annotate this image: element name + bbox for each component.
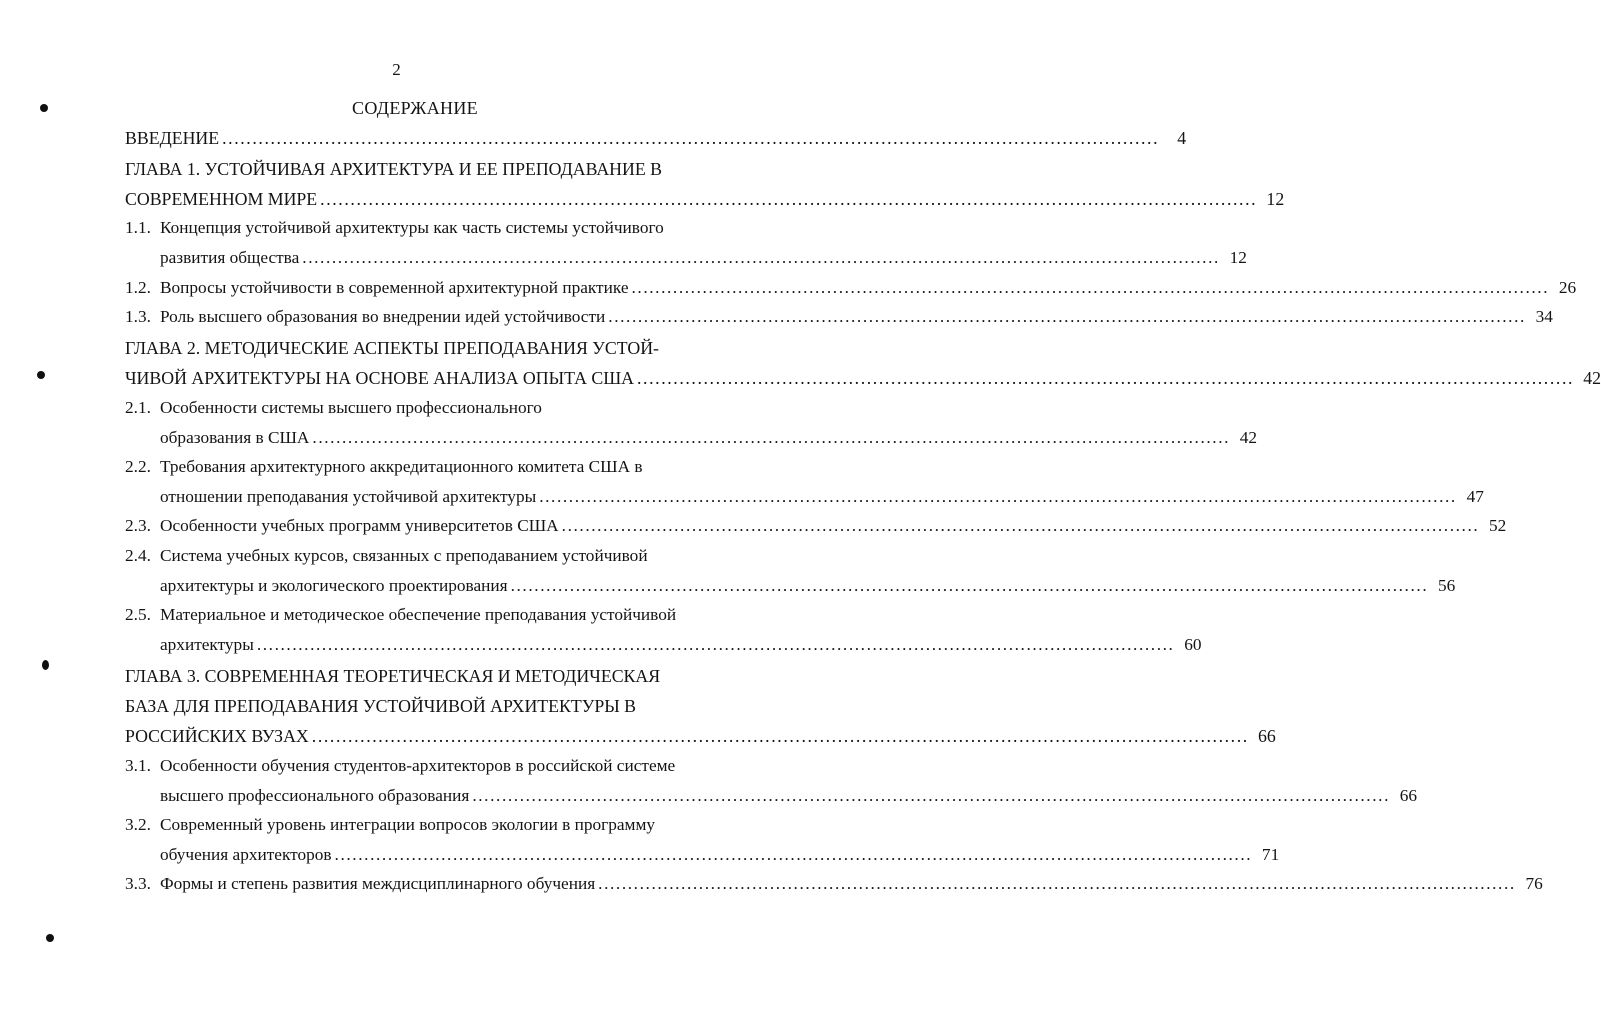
dot-leader [257,631,1175,659]
entry-title: высшего профессионального образования [160,786,470,805]
dot-leader [539,483,1457,511]
entry-title: Современный уровень интеграции вопросов экологии в программу [160,815,656,834]
toc-section-2-4-line1 [125,542,705,570]
scan-speck [46,934,54,942]
entry-page: 42 [1239,428,1258,447]
toc-section-3-1-line2 [160,782,1417,810]
section-number: 1.3. [125,307,151,326]
entry-title: СОВРЕМЕННОМ МИРЕ [125,189,318,209]
toc-section-2-1-line1 [125,394,705,422]
scan-speck [40,104,48,112]
entry-title: архитектуры и экологического проектирования [160,576,508,595]
entry-page: 56 [1437,576,1456,595]
section-number: 3.2. [125,815,151,834]
toc-title: СОДЕРЖАНИЕ [352,98,478,118]
toc-section-2-5-line2 [160,631,1202,659]
entry-title: архитектуры [160,635,254,654]
entry-title: ЧИВОЙ АРХИТЕКТУРЫ НА ОСНОВЕ АНАЛИЗА ОПЫТА США [125,368,635,388]
dot-leader [631,274,1549,302]
toc-section-2-3 [125,512,1507,540]
entry-title: Материальное и методическое обеспечение преподавания устойчивой [160,605,677,624]
toc-section-3-2-line1 [125,811,705,839]
toc-section-2-1-line2 [160,424,1258,452]
entry-page: 47 [1466,487,1484,506]
dot-leader [222,124,1159,152]
toc-section-1-2 [125,274,1577,302]
section-number: 2.1. [125,398,151,417]
entry-title: РОССИЙСКИХ ВУЗАХ [125,726,309,746]
dot-leader [608,303,1526,331]
dot-leader [312,424,1230,452]
entry-title: Особенности обучения студентов-архитекторов в российской системе [160,756,676,775]
dot-leader [335,841,1253,869]
entry-title: Особенности учебных программ университетов США [160,516,559,535]
entry-title: ГЛАВА 2. МЕТОДИЧЕСКИЕ АСПЕКТЫ ПРЕПОДАВАНИЯ УСТОЙ- [125,338,659,358]
section-number: 3.3. [125,874,151,893]
entry-page: 66 [1258,726,1276,746]
entry-title: ГЛАВА 3. СОВРЕМЕННАЯ ТЕОРЕТИЧЕСКАЯ И МЕТОДИЧЕСКАЯ [125,666,661,686]
toc-chapter-3-line1 [125,662,725,690]
toc-chapter-1-line2 [125,185,1285,213]
dot-leader [511,572,1429,600]
dot-leader [472,782,1390,810]
entry-title: Система учебных курсов, связанных с преподаванием устойчивой [160,546,648,565]
section-number: 2.5. [125,605,151,624]
dot-leader [598,870,1516,898]
entry-title: Требования архитектурного аккредитационного комитета США в [160,457,643,476]
section-number: 1.2. [125,278,151,297]
entry-page: 76 [1525,874,1543,893]
entry-page: 52 [1489,516,1507,535]
scan-speck [37,371,45,379]
entry-page: 4 [1177,128,1187,148]
dot-leader [320,185,1257,213]
section-number: 2.2. [125,457,151,476]
toc-section-2-2-line2 [160,483,1484,511]
entry-title: развития общества [160,248,300,267]
entry-page: 42 [1583,368,1601,388]
dot-leader [312,722,1249,750]
entry-title: Вопросы устойчивости в современной архитектурной практике [160,278,629,297]
toc-section-3-1-line1 [125,752,725,780]
toc-chapter-2-line1 [125,334,725,362]
entry-title: Особенности системы высшего профессионального [160,398,542,417]
entry-title: Роль высшего образования во внедрении идей устойчивости [160,307,606,326]
dot-leader [302,244,1220,272]
entry-title: Концепция устойчивой архитектуры как часть системы устойчивого [160,218,664,237]
entry-title: ВВЕДЕНИЕ [125,128,220,148]
entry-title: ГЛАВА 1. УСТОЙЧИВАЯ АРХИТЕКТУРА И ЕЕ ПРЕПОДАВАНИЕ В [125,159,663,179]
toc-chapter-3-line3 [125,722,1276,750]
entry-title: обучения архитекторов [160,845,332,864]
toc-section-1-1-line1 [125,214,705,242]
entry-title: БАЗА ДЛЯ ПРЕПОДАВАНИЯ УСТОЙЧИВОЙ АРХИТЕКТУРЫ В [125,696,637,716]
section-number: 2.4. [125,546,151,565]
entry-title: образования в США [160,428,310,447]
toc-chapter-2-line2 [125,364,1601,392]
entry-page: 12 [1229,248,1247,267]
toc-chapter-3-line2 [125,692,725,720]
entry-page: 66 [1399,786,1417,805]
section-number: 1.1. [125,218,151,237]
section-number: 2.3. [125,516,151,535]
dot-leader [562,512,1480,540]
toc-section-2-4-line2 [160,572,1456,600]
entry-page: 12 [1266,189,1285,209]
toc-section-3-3 [125,870,1543,898]
toc-section-2-5-line1 [125,601,725,629]
entry-page: 71 [1261,845,1280,864]
page-number: 2 [392,60,401,79]
toc-section-1-1-line2 [160,244,1247,272]
entry-page: 60 [1184,635,1202,654]
section-number: 3.1. [125,756,151,775]
dot-leader [637,364,1574,392]
scan-speck [42,660,49,670]
toc-section-2-2-line1 [125,453,705,481]
entry-title: отношении преподавания устойчивой архитектуры [160,487,537,506]
entry-page: 34 [1535,307,1553,326]
entry-page: 26 [1558,278,1577,297]
toc-entry-introduction [125,124,1187,152]
entry-title: Формы и степень развития междисциплинарного обучения [160,874,596,893]
toc-chapter-1-line1 [125,155,725,183]
toc-section-3-2-line2 [160,841,1280,869]
toc-section-1-3 [125,303,1553,331]
